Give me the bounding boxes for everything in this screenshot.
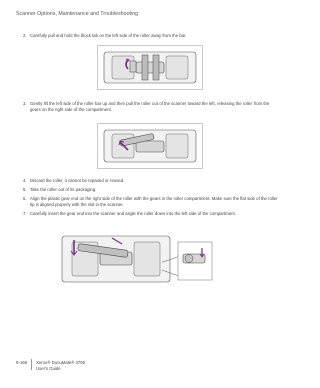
- figure-lift-roller: [97, 123, 203, 169]
- step-text: Discard the roller, it cannot be repaired or reused.: [30, 178, 125, 183]
- step-number: 3.: [23, 101, 27, 106]
- step-4: [23, 178, 280, 184]
- step-5: [23, 187, 280, 193]
- step-3: [23, 101, 280, 114]
- step-text: Take the roller out of its packaging.: [30, 187, 97, 192]
- page-number: 9-166: [16, 360, 27, 365]
- step-number: 5.: [23, 187, 27, 192]
- step-number: 2.: [23, 33, 27, 38]
- product-name: Xerox® DocuMate® 4790: [36, 360, 86, 365]
- step-text: Carefully insert the gear end into the scanner and angle the roller down into the left side of the compartment.: [30, 211, 236, 216]
- step-text: Align the plastic gear end on the right side of the roller with the gears in the roller compartment. Make sure the flat side of the roller tip is aligned properly with the slot in the scanner.: [30, 196, 278, 208]
- page-header: Scanner Options, Maintenance and Troubleshooting: [16, 11, 139, 17]
- step-text: Gently lift the left side of the roller bar up and then pull the roller out of the scanner toward the left, releasing the roller from the gears on the right side of the compartment.: [30, 101, 270, 113]
- figure-insert-roller: [52, 232, 214, 284]
- step-6: [23, 196, 280, 209]
- step-number: 4.: [23, 178, 27, 183]
- step-number: 7.: [23, 211, 27, 216]
- step-2: [23, 33, 280, 39]
- guide-name: User's Guide: [36, 366, 61, 371]
- footer-divider: [31, 359, 32, 370]
- step-text: Carefully pull and hold the block tab on the left side of the roller away from the bar.: [30, 33, 187, 38]
- figure-pull-block-tab: [97, 45, 203, 90]
- step-number: 6.: [23, 196, 27, 201]
- step-7: [23, 211, 280, 217]
